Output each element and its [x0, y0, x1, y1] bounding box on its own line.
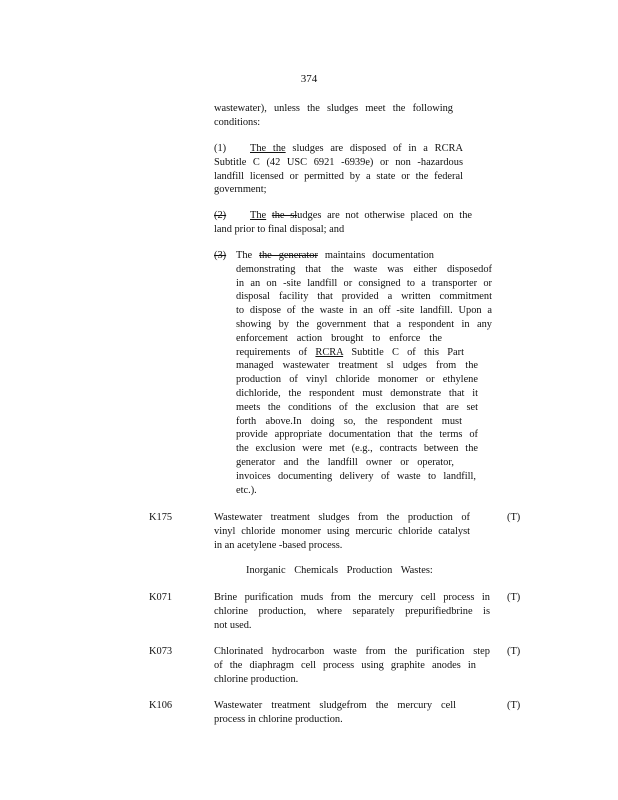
- text-fragment: udges are not otherwise placed on the: [297, 210, 472, 221]
- text-line: generator and the landfill owner or operator,: [236, 456, 454, 468]
- text-line: of the diaphragm cell process using graphite anodes in: [214, 659, 476, 671]
- waste-description: [214, 591, 490, 632]
- text-fragment: requirements of: [236, 346, 308, 358]
- text-line: dichloride, the respondent must demonstrate that it: [236, 387, 478, 399]
- text-line: demonstrating that the waste was either disposedof: [236, 263, 492, 275]
- text-line: landfill licensed or permitted by a state or the federal: [214, 170, 463, 182]
- text-line: land prior to final disposal; and: [214, 223, 345, 235]
- hazard-code: (T): [507, 592, 521, 603]
- waste-code: K106: [149, 700, 173, 711]
- text-line: provide appropriate documentation that the terms of: [236, 429, 478, 441]
- text-line: meets the conditions of the exclusion that are set: [236, 401, 478, 413]
- text-line: not used.: [214, 619, 252, 631]
- waste-description: [214, 511, 470, 552]
- condition-2-text: [214, 209, 472, 237]
- text-line: chlorine production, where separately prepurifiedbrine is: [214, 605, 490, 617]
- text-line: Subtitle C (42 USC 6921 -6939e) or non -hazardous: [214, 156, 463, 168]
- waste-description: [214, 699, 456, 727]
- inserted-text: The: [250, 210, 267, 221]
- text-line: to dispose of the waste in an off -site landfill. Upon a: [236, 305, 492, 317]
- condition-1-text: [214, 142, 463, 197]
- hazard-code: (T): [507, 700, 521, 711]
- text-line: etc.).: [236, 484, 257, 496]
- condition-3-text: [236, 249, 492, 497]
- condition-1-label: (1): [214, 143, 227, 154]
- inserted-text: The the: [250, 143, 286, 154]
- condition-3-label: (3): [214, 250, 227, 261]
- text-line: disposal facility that provided a written commitment: [236, 291, 492, 303]
- text-line: forth above.In doing so, the respondent must: [236, 415, 462, 427]
- text-line: showing by the government that a respondent in any: [236, 318, 492, 330]
- text-line: Brine purification muds from the mercury cell process in: [214, 592, 490, 603]
- condition-2-label: (2): [214, 210, 227, 221]
- page-number: 374: [300, 73, 318, 85]
- text-fragment: The: [236, 250, 253, 261]
- hazard-code: (T): [507, 646, 521, 657]
- text-line: in an acetylene -based process.: [214, 539, 343, 551]
- text-line: conditions:: [214, 116, 261, 128]
- text-line: Wastewater treatment sludgefrom the mercury cell: [214, 700, 456, 711]
- text-line: wastewater), unless the sludges meet the following: [214, 103, 453, 114]
- waste-description: [214, 645, 490, 686]
- deleted-text: the generator: [259, 250, 318, 261]
- text-line: managed wastewater treatment sl udges from the: [236, 360, 478, 372]
- inserted-text: RCRA: [315, 346, 344, 358]
- text-line: process in chlorine production.: [214, 713, 343, 725]
- requirements-line: [236, 346, 492, 360]
- text-fragment: maintains documentation: [324, 250, 434, 261]
- waste-code: K071: [149, 592, 173, 603]
- text-line: chlorine production.: [214, 673, 299, 685]
- text-line: vinyl chloride monomer using mercuric chloride catalyst: [214, 525, 470, 537]
- text-fragment: sludges are disposed of in a RCRA: [292, 143, 463, 154]
- waste-code: K073: [149, 646, 173, 657]
- text-fragment: Subtitle C of this Part: [351, 346, 464, 358]
- text-line: production of vinyl chloride monomer or ethylene: [236, 374, 478, 386]
- hazard-code: (T): [507, 512, 521, 523]
- text-line: government;: [214, 184, 267, 196]
- text-line: invoices documenting delivery of waste to landfill,: [236, 470, 476, 482]
- text-line: enforcement action brought to enforce the: [236, 332, 442, 344]
- text-line: the exclusion were met (e.g., contracts between the: [236, 443, 478, 455]
- deleted-text: the sl: [271, 210, 298, 221]
- section-heading: Inorganic Chemicals Production Wastes:: [246, 565, 433, 576]
- text-line: in an on -site landfill or consigned to a transporter or: [236, 277, 492, 289]
- text-line: Chlorinated hydrocarbon waste from the purification step: [214, 646, 490, 657]
- text-line: Wastewater treatment sludges from the production of: [214, 512, 470, 523]
- waste-code: K175: [149, 512, 173, 523]
- intro-paragraph: [214, 102, 453, 130]
